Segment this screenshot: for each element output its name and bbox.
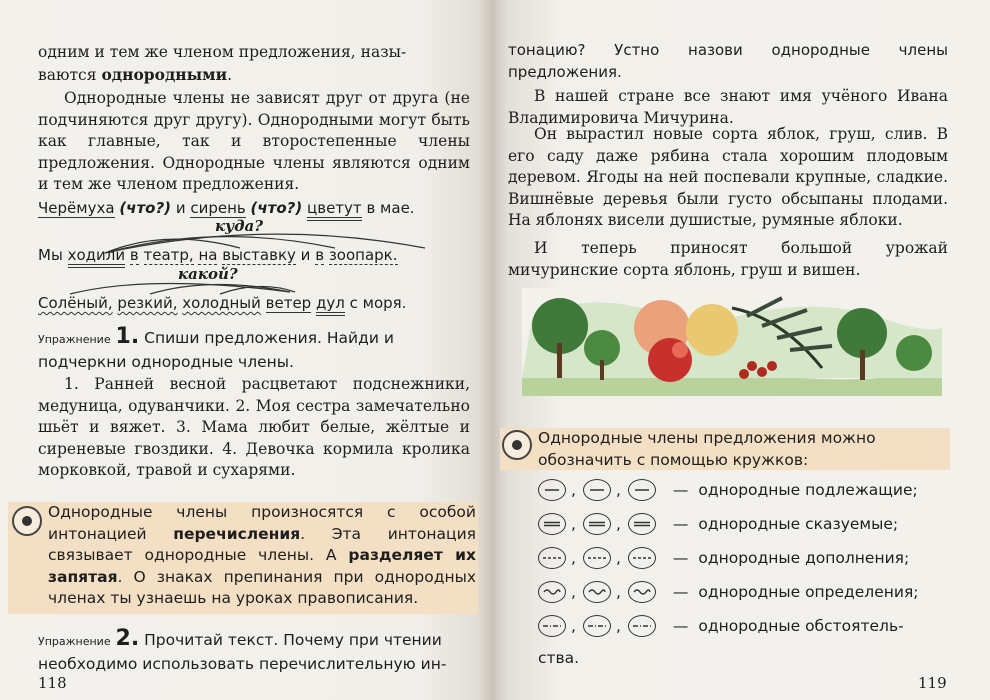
exercise-2-continued: тонацию? Устно назови однородные члены предложения.	[508, 41, 948, 81]
right-page	[492, 0, 990, 700]
legend-row-predicates: , , — однородные сказуемые;	[538, 512, 898, 536]
circle-wavy-icon	[538, 581, 566, 603]
reading-paragraph-2: Он вырастил новые сорта яблок, груш, слив. В его саду даже рябина стала хорошим плодовым деревом. Ягоды на ней поспевали крупные, сладкие. Вишнёвые деревья были густо обсыпаны плодами. На яблонях висели душистые, румяные яблоки.	[508, 125, 948, 229]
circle-wavy-icon	[628, 581, 656, 603]
question-kakoy: какой?	[178, 265, 238, 283]
page-number-right: 119	[918, 674, 947, 692]
legend-row-adverbials: , , — однородные обстоятель-	[538, 614, 904, 638]
circle-wavy-icon	[583, 581, 611, 603]
circle-double-icon	[628, 513, 656, 535]
circle-dashdot-icon	[583, 615, 611, 637]
legend-label-attributes: однородные определения;	[698, 583, 919, 601]
exercise-2: Упражнение 2. Прочитай текст. Почему при чтении необходимо использовать перечислительную ин-	[38, 626, 447, 673]
legend-label-adverbials: однородные обстоятель-	[698, 617, 904, 635]
circle-double-icon	[538, 513, 566, 535]
legend-label-predicates: однородные сказуемые;	[698, 515, 899, 533]
definition-paragraph: Однородные члены не зависят друг от друга (не подчиняются друг другу). Однородными могут быть как главные, так и второстепенные члены предложения. Однородные члены являются одним и тем же членом предложения.	[38, 89, 470, 193]
legend-label-subjects: однородные подлежащие;	[698, 481, 918, 499]
circle-single-icon	[538, 479, 566, 501]
exercise-1-text: 1. Ранней весной расцветают подснежники, медуница, одуванчики. 2. Моя сестра замечательно шьёт и вяжет. 3. Мама любит белые, жёлтые и сиреневые гвоздики. 4. Девочка кормила кролика морковкой, травой и сухарями.	[38, 375, 470, 479]
circle-dashdot-icon	[628, 615, 656, 637]
circle-single-icon	[628, 479, 656, 501]
circle-double-icon	[583, 513, 611, 535]
example-sentence-3: Солёный, резкий, холодный ветер дул с моря.	[38, 293, 478, 315]
reading-paragraph-1: В нашей стране все знают имя учёного Ивана Владимировича Мичурина.	[508, 87, 948, 127]
intro-text: одним и тем же членом предложения, назы- ваются однородными.	[38, 43, 407, 84]
term-odnorodnye: однородными	[101, 64, 228, 84]
reading-paragraph-3: И теперь приносят большой урожай мичуринские сорта яблонь, груш и вишен.	[508, 239, 948, 279]
orchard-illustration	[522, 288, 942, 396]
page-number-left: 118	[38, 674, 67, 692]
legend-row-attributes: , , — однородные определения;	[538, 580, 919, 604]
circle-dashed-icon	[538, 547, 566, 569]
rule-icon-right	[502, 430, 532, 460]
exercise-1: Упражнение 1. Спиши предложения. Найди и подчеркни однородные члены.	[38, 324, 394, 371]
legend-row-subjects: , , — однородные подлежащие;	[538, 478, 918, 502]
legend-row-objects: , , — однородные дополнения;	[538, 546, 909, 570]
rule-text: Однородные члены произносятся с особой интонацией перечисления. Эта интонация связывает однородные члены. А разделяет их запятая. О знаках препинания при однородных членах ты узнаешь на уроках правописания.	[48, 503, 476, 607]
circles-rule-text: Однородные члены предложения можно обозначить с помощью кружков:	[538, 429, 876, 469]
exercise-2-task: Прочитай текст. Почему при чтении необходимо использовать перечислительную ин-	[38, 631, 447, 673]
left-page	[0, 0, 492, 700]
circle-dashdot-icon	[538, 615, 566, 637]
circle-dashed-icon	[583, 547, 611, 569]
circle-dashed-icon	[628, 547, 656, 569]
legend-tail: ства.	[538, 649, 580, 667]
example-sentence-1: Черёмуха (что?) и сирень (что?) цветут в мае.	[38, 198, 478, 220]
rule-icon	[12, 506, 42, 536]
question-kuda: куда?	[215, 217, 264, 235]
example-sentence-2: Мы ходили в театр, на выставку и в зоопарк.	[38, 245, 478, 267]
exercise-1-task: Спиши предложения. Найди и подчеркни однородные члены.	[38, 329, 394, 371]
legend-label-objects: однородные дополнения;	[698, 549, 910, 567]
circle-single-icon	[583, 479, 611, 501]
